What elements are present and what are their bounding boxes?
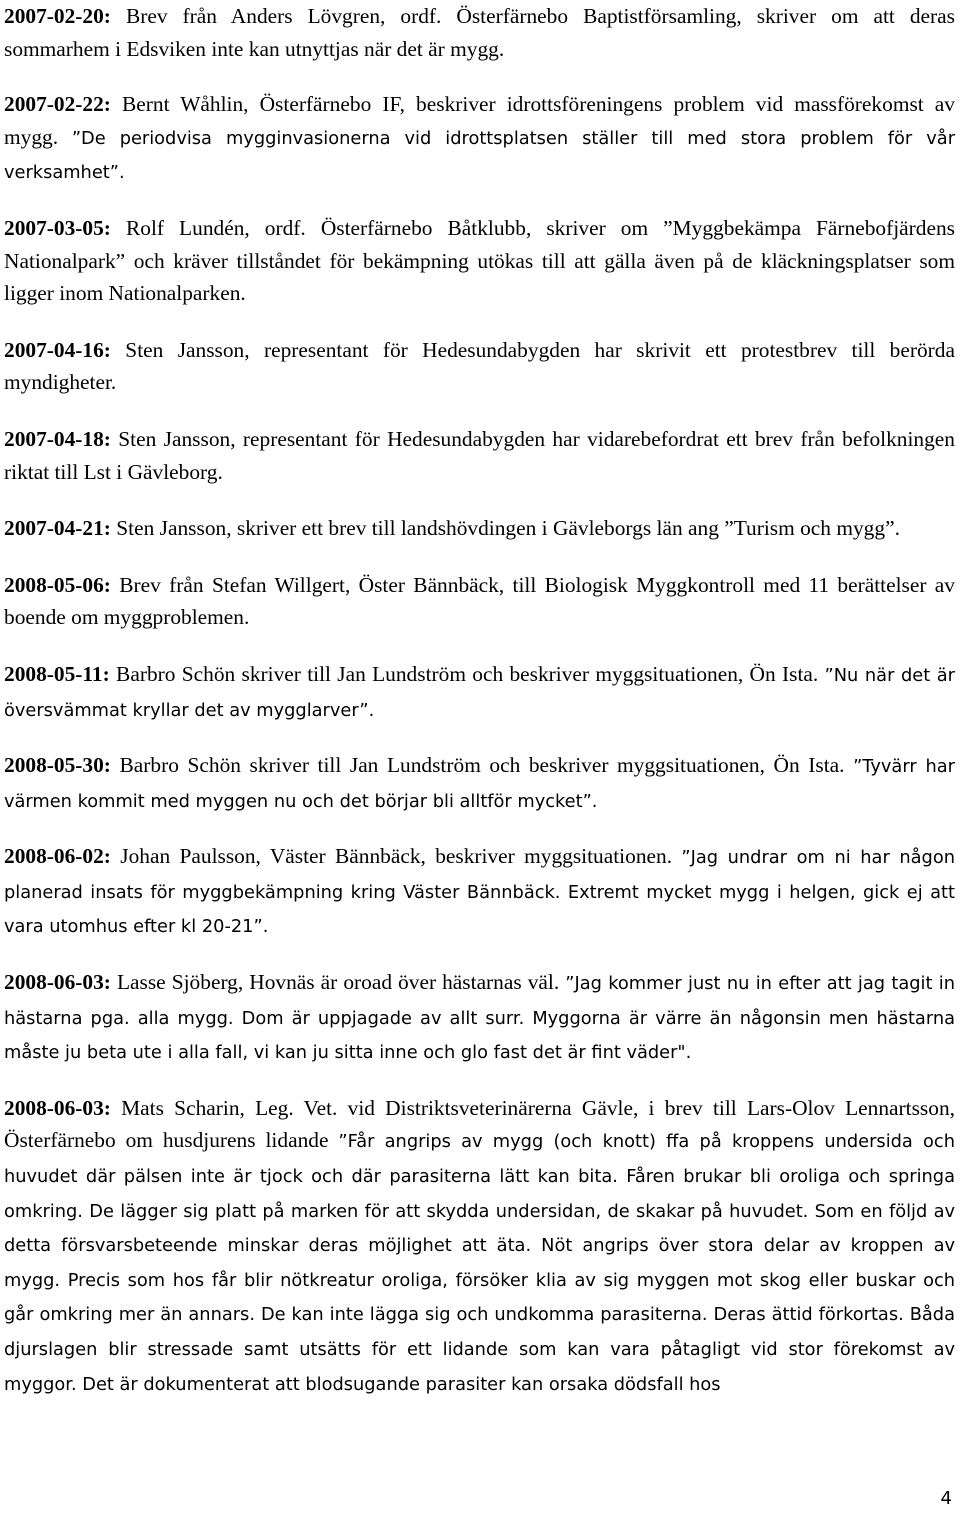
entry-date: 2007-04-21: <box>4 516 111 541</box>
entry-2008-05-30 <box>4 749 955 818</box>
entry-date: 2008-06-02: <box>4 844 111 869</box>
entry-text: Brev från Anders Lövgren, ordf. Österfärnebo Baptistförsamling, skriver om att deras sommarhem i Edsviken inte kan utnyttjas när det är mygg. <box>4 4 955 61</box>
entry-2007-02-22 <box>4 88 955 190</box>
entry-2008-06-03-scharin <box>4 1092 955 1401</box>
entry-text: Barbro Schön skriver till Jan Lundström och beskriver myggsituationen, Ön Ista. <box>110 753 854 778</box>
entry-date: 2007-02-22: <box>4 92 111 117</box>
entry-2008-05-06 <box>4 569 955 636</box>
entry-quote: ”Jag undrar om ni har någon planerad insats för myggbekämpning kring Väster Bännbäck. Extremt mycket mygg i helgen, gick ej att vara utomhus efter kl 20-21”. <box>4 847 955 938</box>
entry-2008-06-03-sjoberg <box>4 966 955 1070</box>
entry-date: 2007-04-16: <box>4 337 111 362</box>
entry-text: Sten Jansson, skriver ett brev till landshövdingen i Gävleborgs län ang ”Turism och mygg”. <box>110 516 900 541</box>
entry-2008-05-11 <box>4 658 955 727</box>
entry-2008-06-02 <box>4 840 955 944</box>
entry-2007-03-05 <box>4 212 955 312</box>
entry-2007-04-21 <box>4 512 955 547</box>
entry-quote: ”Nu när det är översvämmat kryllar det av mygglarver”. <box>4 664 955 721</box>
entry-text: Brev från Stefan Willgert, Öster Bännbäck, till Biologisk Myggkontroll med 11 berättelser av boende om myggproblemen. <box>4 572 955 630</box>
entry-text: Lasse Sjöberg, Hovnäs är oroad över hästarnas väl. <box>110 970 566 995</box>
entry-text: Bernt Wåhlin, Österfärnebo IF, beskriver idrottsföreningens problem vid massförekomst av mygg. <box>4 92 955 149</box>
entry-date: 2008-06-03: <box>4 1095 111 1120</box>
entry-quote: ”Tyvärr har värmen kommit med myggen nu och det börjar bli alltför mycket”. <box>4 756 955 812</box>
entry-2007-04-16 <box>4 334 955 401</box>
entry-quote: ”Får angrips av mygg (och knott) ffa på kroppens undersida och huvudet där pälsen inte är tjock och där parasiterna lätt kan bita. Fåren brukar bli oroliga och springa omkring. De lägger sig platt på marken för att skydda undersidan, de skakar på huvudet. Som en följd av detta försvarsbeteende minskar deras möjlighet att äta. Nöt angrips över stora delar av kroppen av mygg. Precis som hos får blir nötkreatur oroliga, försöker klia av sig myggen mot skog eller buskar och går omkring mer än annars. De kan inte lägga sig och undkomma parasiterna. Deras ättid förkortas. Båda djurslagen blir stressade samt utsätts för ett lidande som kan vara påtagligt vid stor förekomst av myggor. Det är dokumenterat att blodsugande parasiter kan orsaka dödsfall hos <box>4 1131 955 1395</box>
entry-quote: ”Jag kommer just nu in efter att jag tagit in hästarna pga. alla mygg. Dom är uppjagade av allt surr. Myggorna är värre än någonsin men hästarna måste ju beta ute i alla fall, vi kan ju sitta inne och glo fast det är fint väder". <box>4 973 955 1064</box>
entry-date: 2007-03-05: <box>4 215 111 240</box>
entry-text: Sten Jansson, representant för Hedesundabygden har vidarebefordrat ett brev från befolkningen riktat till Lst i Gävleborg. <box>4 426 955 484</box>
entry-date: 2008-05-06: <box>4 572 111 597</box>
entry-date: 2008-06-03: <box>4 970 111 995</box>
document-page <box>4 0 955 1401</box>
entry-text: Mats Scharin, Leg. Vet. vid Distriktsveterinärerna Gävle, i brev till Lars-Olov Lennartsson, Österfärnebo om husdjurens lidande <box>4 1095 955 1153</box>
entry-date: 2008-05-30: <box>4 753 111 778</box>
entry-2007-02-20 <box>4 0 955 67</box>
entry-text: Rolf Lundén, ordf. Österfärnebo Båtklubb, skriver om ”Myggbekämpa Färnebofjärdens Nationalpark” och kräver tillståndet för bekämpning utökas till att gälla även på de kläckningsplatser som ligger inom Nationalparken. <box>4 215 955 306</box>
entry-text: Sten Jansson, representant för Hedesundabygden har skrivit ett protestbrev till berörda myndigheter. <box>4 337 955 395</box>
entry-quote: ”De periodvisa mygginvasionerna vid idrottsplatsen ställer till med stora problem för vår verksamhet”. <box>4 127 956 184</box>
entry-2007-04-18 <box>4 423 955 490</box>
entry-date: 2008-05-11: <box>4 661 110 686</box>
entry-date: 2007-04-18: <box>4 426 111 451</box>
entry-text: Barbro Schön skriver till Jan Lundström och beskriver myggsituationen, Ön Ista. <box>109 661 825 686</box>
page-number: 4 <box>940 1488 952 1509</box>
entry-date: 2007-02-20: <box>4 4 111 28</box>
entry-text: Johan Paulsson, Väster Bännbäck, beskriver myggsituationen. <box>110 844 682 869</box>
